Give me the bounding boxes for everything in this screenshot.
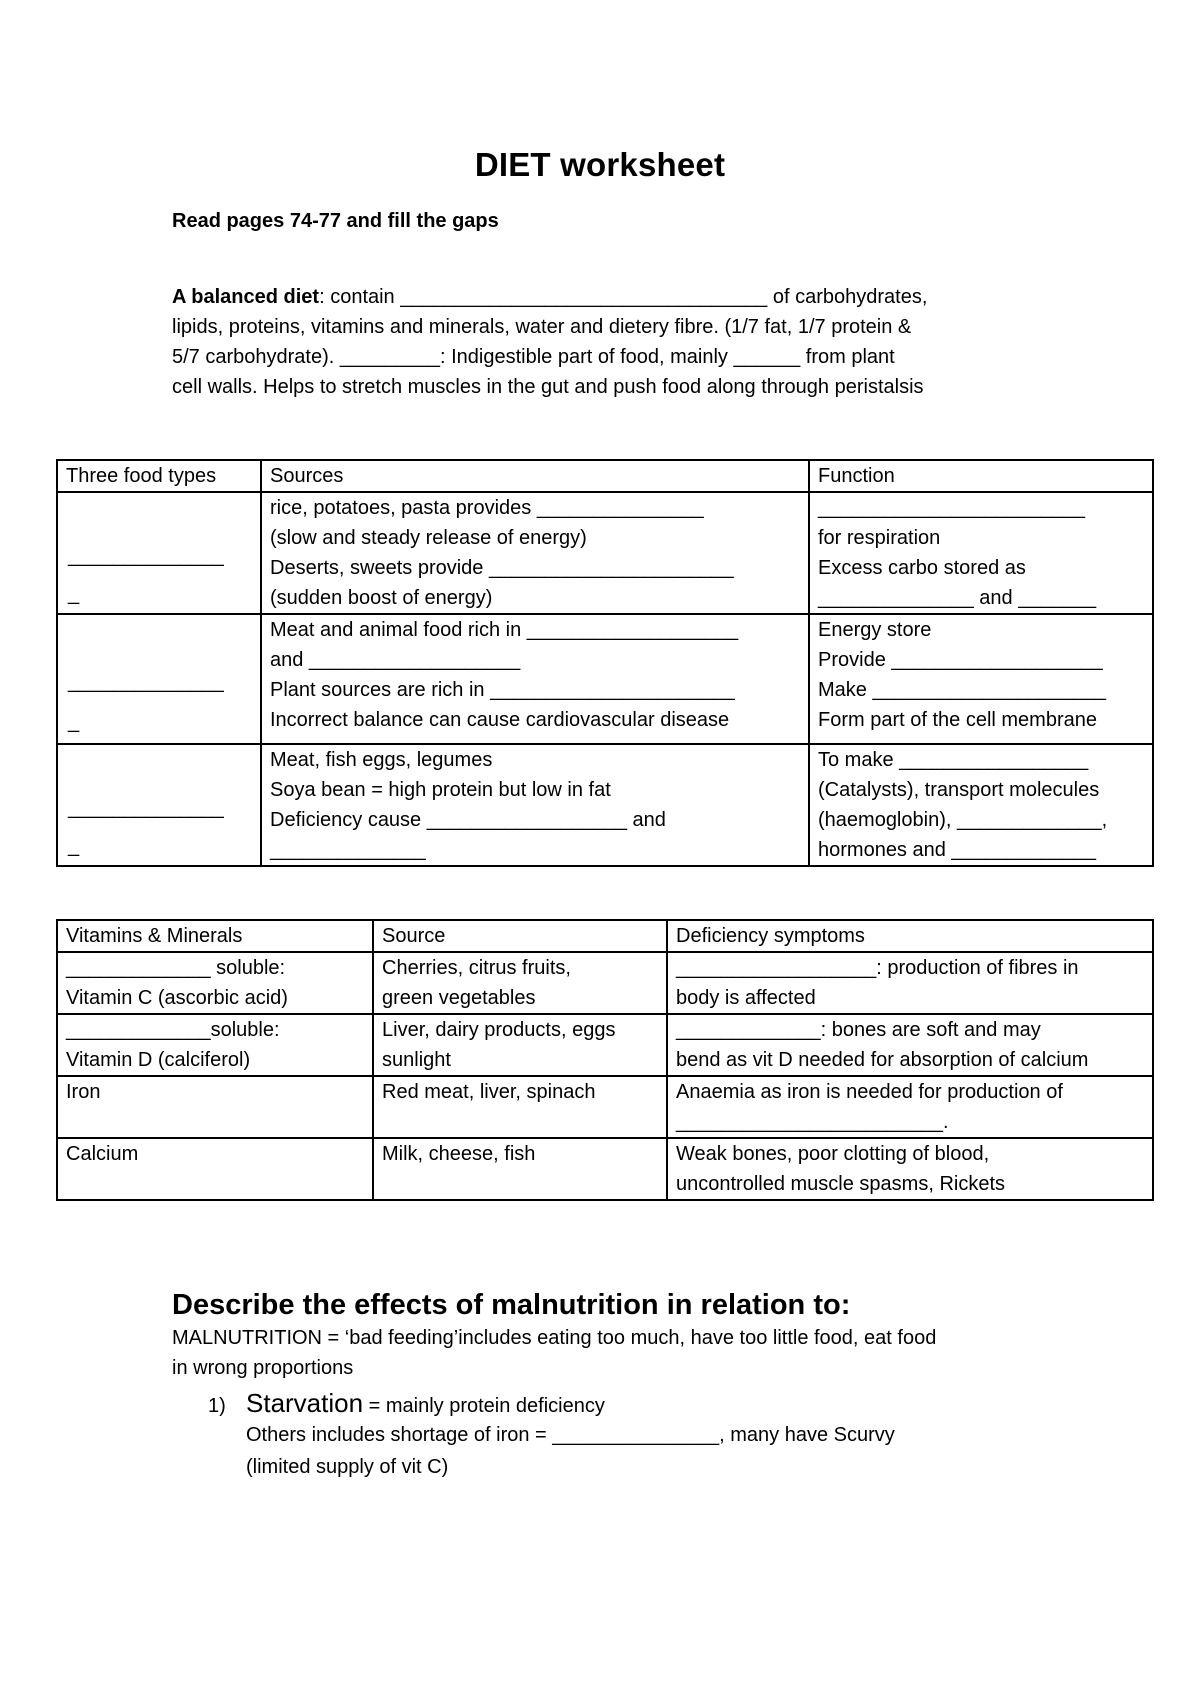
function-cell	[809, 614, 1153, 744]
function-line: Make _____________________	[818, 679, 1107, 701]
intro-line-2: lipids, proteins, vitamins and minerals, water and dietery fibre. (1/7 fat, 1/7 protein &	[172, 316, 912, 338]
symptoms-line: Anaemia as iron is needed for production of	[676, 1081, 1063, 1103]
food-types-table	[56, 459, 1154, 867]
header-function: Function	[809, 460, 1153, 492]
malnutrition-line-2: in wrong proportions	[172, 1357, 354, 1379]
function-cell	[809, 492, 1153, 614]
food-type-blank-tail: _	[68, 583, 80, 605]
food-type-blank-line: ______________	[68, 797, 224, 819]
nutrient-cell	[57, 1076, 373, 1138]
table-header-row	[57, 920, 1153, 952]
source-line: Milk, cheese, fish	[382, 1143, 536, 1165]
malnutrition-list	[208, 1388, 895, 1484]
source-line: (sudden boost of energy)	[270, 587, 493, 609]
nutrient-line: Vitamin C (ascorbic acid)	[66, 987, 288, 1009]
instruction-text: Read pages 74-77 and fill the gaps	[172, 210, 499, 232]
food-type-blank-tail: _	[68, 835, 80, 857]
table-row	[57, 614, 1153, 744]
header-food-types: Three food types	[57, 460, 261, 492]
list-term-rest: = mainly protein deficiency	[363, 1395, 605, 1417]
source-line: Red meat, liver, spinach	[382, 1081, 596, 1103]
source-line: Cherries, citrus fruits,	[382, 957, 571, 979]
malnutrition-heading: Describe the effects of malnutrition in relation to:	[172, 1289, 851, 1321]
list-item-line: Others includes shortage of iron = _______________, many have Scurvy	[246, 1424, 895, 1446]
sources-cell	[261, 614, 809, 744]
intro-label: A balanced diet	[172, 286, 320, 308]
header-vitamins-minerals: Vitamins & Minerals	[57, 920, 373, 952]
nutrient-line: Vitamin D (calciferol)	[66, 1049, 251, 1071]
symptoms-line: uncontrolled muscle spasms, Rickets	[676, 1173, 1006, 1195]
function-line: Form part of the cell membrane	[818, 709, 1097, 731]
food-type-blank-tail: _	[68, 711, 80, 733]
table-row	[57, 1014, 1153, 1076]
function-line: (Catalysts), transport molecules	[818, 779, 1100, 801]
source-line: and ___________________	[270, 649, 521, 671]
table-row	[57, 492, 1153, 614]
source-line: Incorrect balance can cause cardiovascular disease	[270, 709, 730, 731]
nutrient-cell	[57, 1138, 373, 1200]
balanced-diet-paragraph	[172, 282, 1052, 402]
list-term: Starvation	[246, 1388, 364, 1418]
list-item	[208, 1388, 895, 1420]
food-type-blank-line: ______________	[68, 545, 224, 567]
nutrient-cell	[57, 952, 373, 1014]
intro-line-4: cell walls. Helps to stretch muscles in the gut and push food along through peristalsis	[172, 376, 924, 398]
function-line: (haemoglobin), _____________,	[818, 809, 1108, 831]
table-header-row	[57, 460, 1153, 492]
list-item-line: (limited supply of vit C)	[246, 1456, 449, 1478]
symptoms-cell	[667, 1076, 1153, 1138]
function-line: To make _________________	[818, 749, 1089, 771]
header-source: Source	[373, 920, 667, 952]
symptoms-cell	[667, 1014, 1153, 1076]
table-row	[57, 952, 1153, 1014]
sources-cell	[261, 492, 809, 614]
intro-line-1-rest: : contain _________________________________ of carbohydrates,	[319, 286, 928, 308]
source-line: green vegetables	[382, 987, 536, 1009]
source-line: Soya bean = high protein but low in fat	[270, 779, 611, 801]
nutrient-cell	[57, 1014, 373, 1076]
symptoms-cell	[667, 952, 1153, 1014]
symptoms-line: __________________: production of fibres in	[676, 957, 1079, 979]
table-row	[57, 744, 1153, 866]
header-deficiency: Deficiency symptoms	[667, 920, 1153, 952]
nutrient-line: Iron	[66, 1081, 101, 1103]
function-line: for respiration	[818, 527, 941, 549]
food-type-blank	[57, 744, 261, 866]
function-cell	[809, 744, 1153, 866]
sources-cell	[261, 744, 809, 866]
function-line: Excess carbo stored as	[818, 557, 1026, 579]
page-title: DIET worksheet	[474, 146, 726, 183]
source-line: Meat and animal food rich in ___________________	[270, 619, 739, 641]
nutrient-line: Calcium	[66, 1143, 139, 1165]
source-line: rice, potatoes, pasta provides _______________	[270, 497, 704, 519]
list-number: 1)	[208, 1395, 226, 1417]
instruction	[172, 206, 1052, 236]
symptoms-cell	[667, 1138, 1153, 1200]
source-line: sunlight	[382, 1049, 451, 1071]
source-line: ______________	[270, 839, 426, 861]
source-line: Deficiency cause __________________ and	[270, 809, 666, 831]
function-line: ________________________	[818, 497, 1085, 519]
source-line: Liver, dairy products, eggs	[382, 1019, 616, 1041]
source-cell	[373, 1014, 667, 1076]
header-sources: Sources	[261, 460, 809, 492]
source-line: (slow and steady release of energy)	[270, 527, 587, 549]
intro-line-1	[172, 282, 1052, 312]
symptoms-line: _____________: bones are soft and may	[676, 1019, 1041, 1041]
food-type-blank	[57, 614, 261, 744]
intro-line-3: 5/7 carbohydrate). _________: Indigestible part of food, mainly ______ from plant	[172, 346, 895, 368]
nutrient-line: _____________ soluble:	[66, 957, 286, 979]
symptoms-line: Weak bones, poor clotting of blood,	[676, 1143, 990, 1165]
food-type-blank	[57, 492, 261, 614]
source-line: Meat, fish eggs, legumes	[270, 749, 493, 771]
nutrient-line: _____________soluble:	[66, 1019, 280, 1041]
function-line: Provide ___________________	[818, 649, 1103, 671]
symptoms-line: bend as vit D needed for absorption of calcium	[676, 1049, 1089, 1071]
source-cell	[373, 952, 667, 1014]
function-line: ______________ and _______	[818, 587, 1097, 609]
vitamins-minerals-table	[56, 919, 1154, 1201]
malnutrition-line-1: MALNUTRITION = ‘bad feeding’includes eating too much, have too little food, eat food	[172, 1327, 937, 1349]
source-cell	[373, 1138, 667, 1200]
function-line: hormones and _____________	[818, 839, 1097, 861]
symptoms-line: body is affected	[676, 987, 816, 1009]
symptoms-line: ________________________.	[676, 1111, 949, 1133]
function-line: Energy store	[818, 619, 932, 641]
source-cell	[373, 1076, 667, 1138]
source-line: Deserts, sweets provide ______________________	[270, 557, 734, 579]
table-row	[57, 1138, 1153, 1200]
source-line: Plant sources are rich in ______________________	[270, 679, 735, 701]
table-row	[57, 1076, 1153, 1138]
malnutrition-definition	[172, 1323, 1052, 1383]
food-type-blank-line: ______________	[68, 671, 224, 693]
